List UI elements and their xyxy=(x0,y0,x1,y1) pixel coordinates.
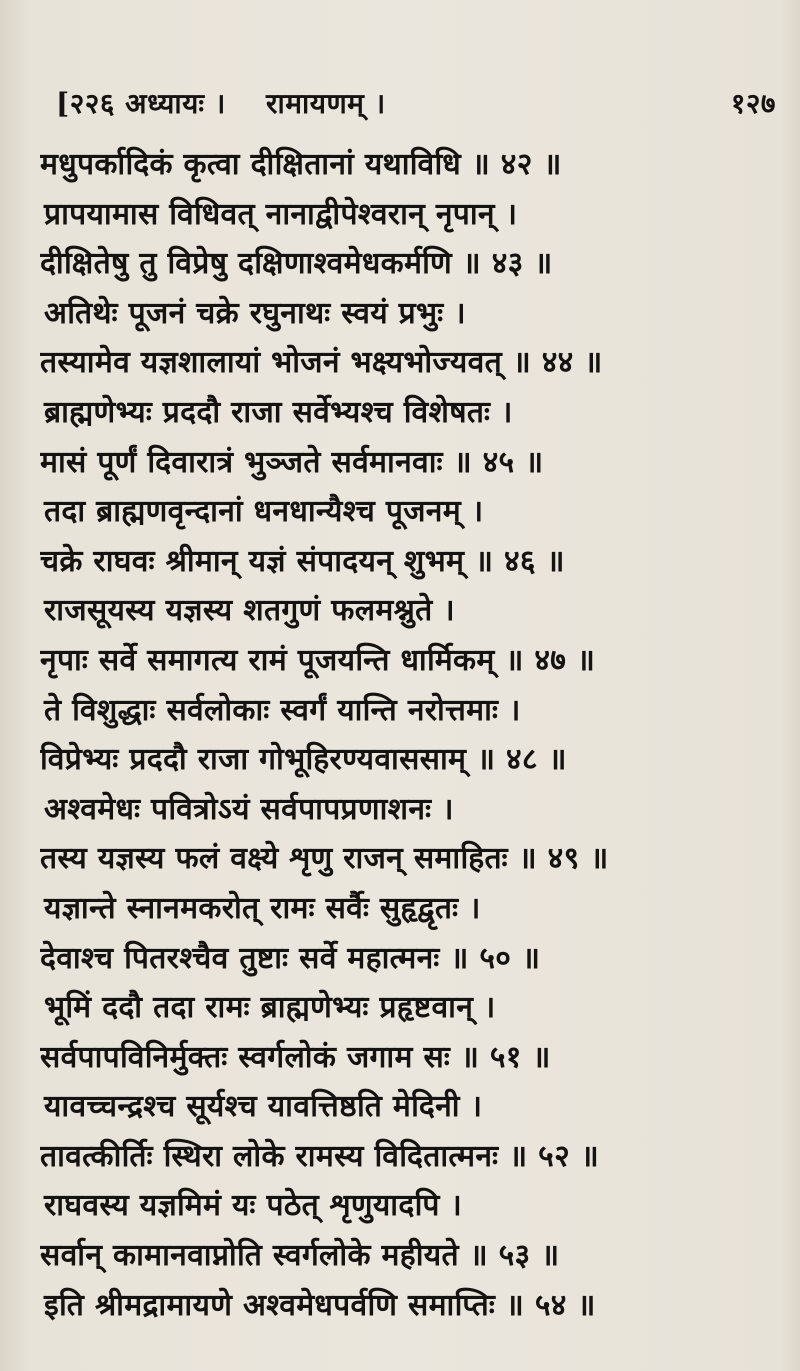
verse-line: तदा ब्राह्मणवृन्दानां धनधान्यैश्च पूजनम्‌ । xyxy=(44,494,484,530)
verse-line: मासं पूर्णं दिवारात्रं भुञ्जते सर्वमानवाः ॥ ४५ ॥ xyxy=(40,444,544,480)
verse-line: तस्य यज्ञस्य फलं वक्ष्ये शृणु राजन्‌ समाहितः ॥ ४९ ॥ xyxy=(40,841,609,877)
running-head xyxy=(56,84,776,124)
verse-line: राजसूयस्य यज्ञस्य शतगुणं फलमश्नुते । xyxy=(44,593,455,629)
verse-text-block xyxy=(40,140,770,1330)
verse-line: तस्यामेव यज्ञशालायां भोजनं भक्ष्यभोज्यवत्‌ ॥ ४४ ॥ xyxy=(40,345,603,381)
book-title: रामायणम्‌ । xyxy=(266,87,386,120)
verse-line: ते विशुद्धाः सर्वलोकाः स्वर्गं यान्ति नरोत्तमाः । xyxy=(44,692,521,728)
verse-line: अतिथेः पूजनं चक्रे रघुनाथः स्वयं प्रभुः । xyxy=(44,295,466,331)
verse-line: सर्वान्‌ कामानवाप्नोति स्वर्गलोके महीयते ॥ ५३ ॥ xyxy=(40,1238,560,1274)
verse-line: यावच्चन्द्रश्च सूर्यश्च यावत्तिष्ठति मेदिनी । xyxy=(44,1089,483,1125)
verse-line: तावत्कीर्तिः स्थिरा लोके रामस्य विदितात्मनः ॥ ५२ ॥ xyxy=(40,1138,599,1174)
verse-line: सर्वपापविनिर्मुक्तः स्वर्गलोकं जगाम सः ॥ ५१ ॥ xyxy=(40,1039,551,1075)
verse-line: चक्रे राघवः श्रीमान्‌ यज्ञं संपादयन्‌ शुभम्‌ ॥ ४६ ॥ xyxy=(40,543,565,579)
chapter-marker: [२२६ अध्यायः । xyxy=(56,87,226,120)
verse-line: मधुपर्कादिकं कृत्वा दीक्षितानां यथाविधि ॥ ४२ ॥ xyxy=(40,147,562,182)
verse-line: राघवस्य यज्ञमिमं यः पठेत्‌ शृणुयादपि । xyxy=(44,1188,463,1224)
verse-line: देवाश्च पितरश्चैव तुष्टाः सर्वे महात्मनः ॥ ५० ॥ xyxy=(40,940,541,976)
verse-line: प्रापयामास विधिवत्‌ नानाद्वीपेश्वरान्‌ नृपान्‌ । xyxy=(44,196,518,232)
verse-line: नृपाः सर्वे समागत्य रामं पूजयन्ति धार्मिकम्‌ ॥ ४७ ॥ xyxy=(40,642,596,678)
verse-line: विप्रेभ्यः प्रददौ राजा गोभूहिरण्यवाससाम्‌ ॥ ४८ ॥ xyxy=(40,742,567,778)
verse-line: इति श्रीमद्रामायणे अश्वमेधपर्वणि समाप्तिः ॥ ५४ ॥ xyxy=(44,1287,596,1323)
verse-line: अश्वमेधः पवित्रोऽयं सर्वपापप्रणाशनः । xyxy=(44,791,454,827)
verse-line: दीक्षितेषु तु विप्रेषु दक्षिणाश्वमेधकर्मणि ॥ ४३ ॥ xyxy=(40,246,553,282)
verse-line: भूमिं ददौ तदा रामः ब्राह्मणेभ्यः प्रहृष्टवान्‌ । xyxy=(44,990,496,1026)
verse-line: यज्ञान्ते स्नानमकरोत्‌ रामः सर्वैः सुहृद्वृतः । xyxy=(44,890,481,926)
verse-line: ब्राह्मणेभ्यः प्रददौ राजा सर्वेभ्यश्च विशेषतः । xyxy=(44,394,513,430)
page-number: १२७ xyxy=(730,87,776,120)
